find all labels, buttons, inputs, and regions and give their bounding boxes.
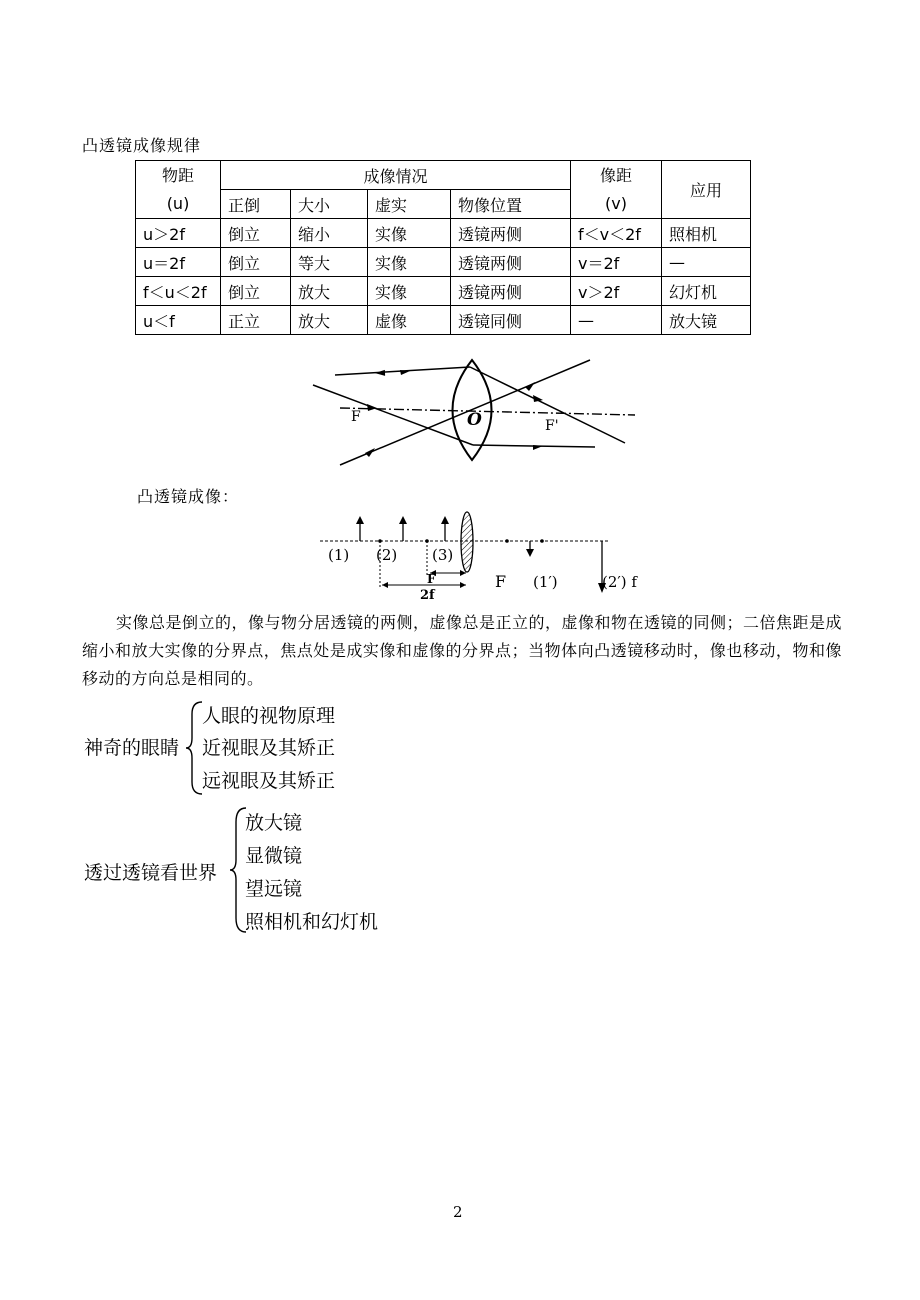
position-2-label: (2) bbox=[376, 546, 398, 564]
cell-application: 放大镜 bbox=[662, 306, 751, 335]
lens-tree-item: 显微镜 bbox=[245, 845, 303, 867]
summary-paragraph: 实像总是倒立的，像与物分居透镜的两侧，虚像总是正立的，虚像和物在透镜的同侧；二倍焦距是成缩小和放大实像的分界点，焦点处是成实像和虚像的分界点；当物体向凸透镜移动时，像也移动，物和像移动的方向总是相同的。 bbox=[82, 613, 843, 688]
cell-u: u＜f bbox=[136, 306, 221, 335]
lens-tree-item: 照相机和幻灯机 bbox=[245, 911, 379, 933]
cell-orientation: 正立 bbox=[221, 306, 291, 335]
lens-rules-table bbox=[135, 160, 751, 335]
subheader-size: 大小 bbox=[291, 190, 368, 219]
position-3-label: (3) bbox=[432, 546, 454, 564]
ray-arrow bbox=[365, 448, 375, 457]
focus-right-label: F bbox=[495, 572, 507, 591]
cell-position: 透镜两侧 bbox=[451, 219, 571, 248]
ray-arrow bbox=[533, 395, 543, 402]
position-1-label: (1) bbox=[328, 546, 350, 564]
table-row bbox=[136, 248, 751, 277]
cell-real-virtual: 实像 bbox=[368, 277, 451, 306]
two-f-label: 2f bbox=[420, 588, 435, 603]
object-arrow bbox=[356, 516, 364, 524]
table-row bbox=[136, 277, 751, 306]
cell-u: u＝2f bbox=[136, 248, 221, 277]
header-object-distance-symbol: (u) bbox=[166, 193, 190, 213]
image-arrow bbox=[526, 549, 534, 557]
eye-tree-item: 人眼的视物原理 bbox=[202, 705, 336, 727]
header-image-distance-label: 像距 bbox=[599, 165, 632, 185]
header-object-distance-label: 物距 bbox=[161, 165, 194, 185]
subheader-position: 物像位置 bbox=[451, 190, 571, 219]
header-image-distance-symbol: (v) bbox=[605, 193, 627, 213]
cell-v: v＞2f bbox=[571, 277, 662, 306]
cell-v: — bbox=[571, 306, 662, 335]
eye-tree-item: 近视眼及其矫正 bbox=[202, 737, 336, 759]
cell-position: 透镜同侧 bbox=[451, 306, 571, 335]
eye-tree-root: 神奇的眼睛 bbox=[84, 737, 180, 759]
focus-left-label: F bbox=[351, 409, 361, 425]
ray-arrow bbox=[525, 382, 535, 391]
cell-size: 缩小 bbox=[291, 219, 368, 248]
cell-u: u＞2f bbox=[136, 219, 221, 248]
cell-v: v＝2f bbox=[571, 248, 662, 277]
cell-orientation: 倒立 bbox=[221, 277, 291, 306]
cell-position: 透镜两侧 bbox=[451, 277, 571, 306]
cell-v: f＜v＜2f bbox=[571, 219, 662, 248]
lens-tree-item: 望远镜 bbox=[245, 878, 303, 900]
ray-diagram bbox=[305, 355, 640, 470]
focus-right-label: F' bbox=[545, 418, 559, 434]
table-row bbox=[136, 306, 751, 335]
optical-center-label: O bbox=[467, 410, 482, 430]
ray-focal-in bbox=[313, 385, 473, 445]
lens bbox=[461, 512, 473, 572]
cell-orientation: 倒立 bbox=[221, 219, 291, 248]
object-arrow bbox=[399, 516, 407, 524]
object-arrow bbox=[441, 516, 449, 524]
header-imaging: 成像情况 bbox=[221, 161, 571, 190]
image-1-label: (1′) bbox=[533, 573, 558, 591]
cell-orientation: 倒立 bbox=[221, 248, 291, 277]
header-image-distance bbox=[571, 161, 662, 219]
imaging-label: 凸透镜成像： bbox=[137, 487, 240, 506]
cell-position: 透镜两侧 bbox=[451, 248, 571, 277]
ray-arrow bbox=[367, 404, 377, 411]
imaging-diagram bbox=[320, 505, 660, 605]
cell-application: 幻灯机 bbox=[662, 277, 751, 306]
subheader-orientation: 正倒 bbox=[221, 190, 291, 219]
cell-real-virtual: 实像 bbox=[368, 219, 451, 248]
header-application: 应用 bbox=[662, 161, 751, 219]
page-number: 2 bbox=[453, 1203, 463, 1221]
lens-tree-root: 透过透镜看世界 bbox=[84, 862, 218, 884]
section-title: 凸透镜成像规律 bbox=[82, 136, 202, 155]
brace-icon bbox=[184, 700, 204, 796]
cell-real-virtual: 虚像 bbox=[368, 306, 451, 335]
focus-small-label: F bbox=[427, 572, 436, 586]
cell-size: 放大 bbox=[291, 306, 368, 335]
cell-u: f＜u＜2f bbox=[136, 277, 221, 306]
lens-tree-item: 放大镜 bbox=[245, 812, 303, 834]
table-row bbox=[136, 219, 751, 248]
cell-application: 照相机 bbox=[662, 219, 751, 248]
cell-size: 放大 bbox=[291, 277, 368, 306]
cell-real-virtual: 实像 bbox=[368, 248, 451, 277]
subheader-real-virtual: 虚实 bbox=[368, 190, 451, 219]
image-2-label: (2′) f bbox=[602, 573, 637, 591]
eye-tree-item: 远视眼及其矫正 bbox=[202, 770, 336, 792]
ray-arrow bbox=[375, 370, 385, 376]
header-object-distance bbox=[136, 161, 221, 219]
cell-size: 等大 bbox=[291, 248, 368, 277]
cell-application: — bbox=[662, 248, 751, 277]
